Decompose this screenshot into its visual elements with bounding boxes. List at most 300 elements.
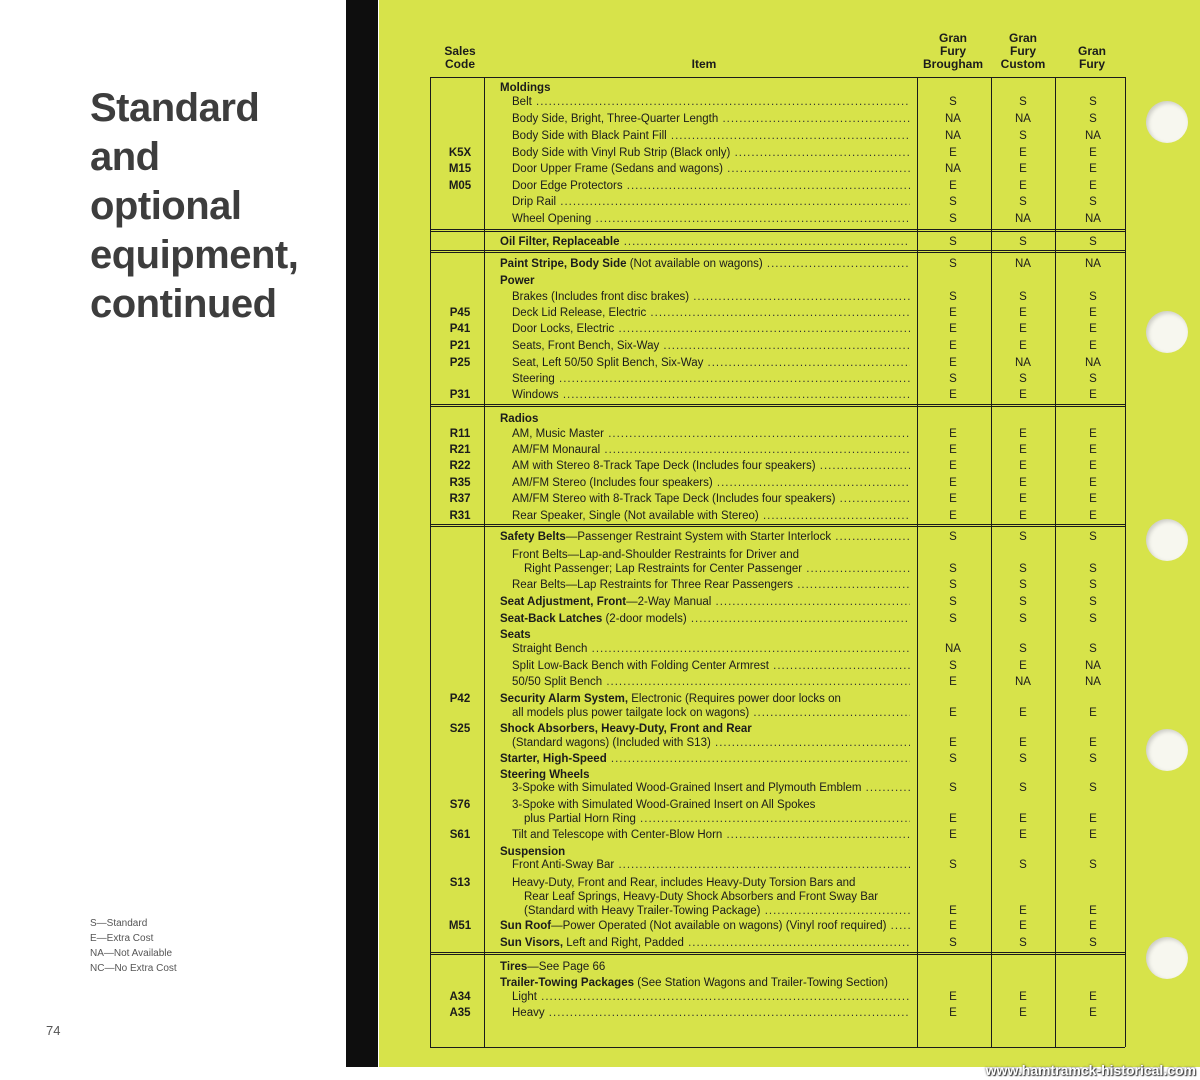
- equipment-row: [430, 594, 1115, 610]
- availability-c1: E: [949, 389, 957, 401]
- availability-c2: S: [1019, 753, 1027, 765]
- availability-c3: S: [1089, 563, 1097, 575]
- availability-c3: NA: [1085, 258, 1101, 270]
- availability-c1: E: [949, 428, 957, 440]
- header-line: Fury: [1078, 57, 1105, 71]
- availability-c1: E: [949, 510, 957, 522]
- section-rule: [430, 250, 1125, 251]
- sales-code: R37: [449, 493, 471, 505]
- item-description: [512, 735, 910, 751]
- item-description: [512, 827, 910, 843]
- item-text: (Not available on wagons): [626, 258, 763, 270]
- equipment-row: [430, 735, 1115, 751]
- equipment-row: [430, 1005, 1115, 1021]
- equipment-row: [430, 903, 1115, 919]
- availability-c2: S: [1019, 563, 1027, 575]
- item-text: Belt: [512, 96, 532, 108]
- sales-code: A34: [449, 991, 471, 1003]
- sales-code: S61: [449, 829, 471, 841]
- availability-c3: E: [1089, 307, 1097, 319]
- availability-c3: NA: [1085, 357, 1101, 369]
- availability-c3: S: [1089, 753, 1097, 765]
- item-text: 50/50 Split Bench: [512, 676, 603, 688]
- section-rule: [430, 954, 1125, 955]
- sales-code: R35: [449, 477, 471, 489]
- availability-c1: E: [949, 357, 957, 369]
- availability-c2: NA: [1015, 676, 1031, 688]
- availability-c2: S: [1019, 96, 1027, 108]
- equipment-row: [430, 658, 1115, 674]
- availability-c3: S: [1089, 937, 1097, 949]
- header-line: Fury: [1009, 44, 1036, 58]
- title-line: Standard: [90, 86, 260, 130]
- availability-c3: E: [1089, 444, 1097, 456]
- availability-c1: S: [949, 937, 957, 949]
- availability-c3: S: [1089, 291, 1097, 303]
- item-text: AM, Music Master: [512, 428, 605, 440]
- item-description: [512, 305, 910, 321]
- availability-c2: S: [1019, 613, 1027, 625]
- item-text: Seat, Left 50/50 Split Bench, Six-Way: [512, 357, 704, 369]
- availability-c2: E: [1019, 460, 1027, 472]
- left-margin: [0, 0, 345, 1080]
- availability-c2: E: [1019, 428, 1027, 440]
- item-description: [512, 387, 910, 403]
- availability-c3: E: [1089, 389, 1097, 401]
- equipment-row: [430, 321, 1115, 337]
- equipment-row: [430, 411, 1115, 427]
- item-description: [512, 442, 910, 458]
- availability-c2: E: [1019, 829, 1027, 841]
- item-description: [512, 1005, 910, 1021]
- availability-c3: E: [1089, 477, 1097, 489]
- equipment-row: [430, 827, 1115, 843]
- availability-c2: E: [1019, 920, 1027, 932]
- availability-c3: S: [1089, 96, 1097, 108]
- availability-c1: NA: [945, 643, 961, 655]
- title-line: optional: [90, 184, 242, 228]
- item-description: [512, 321, 910, 337]
- item-heading: Paint Stripe, Body Side: [500, 258, 627, 270]
- availability-c2: NA: [1015, 213, 1031, 225]
- item-text: —Power Operated (Not available on wagons) (Vinyl roof required): [551, 920, 887, 932]
- availability-c1: E: [949, 460, 957, 472]
- item-description: [500, 935, 910, 951]
- section-rule: [430, 252, 1125, 253]
- item-text: Rear Speaker, Single (Not available with Stereo): [512, 510, 759, 522]
- sales-code: P25: [449, 357, 471, 369]
- equipment-row: [430, 857, 1115, 873]
- title-line: and: [90, 135, 160, 179]
- item-text: —Passenger Restraint System with Starter Interlock: [565, 531, 832, 543]
- equipment-row: [430, 751, 1115, 767]
- header-line: Sales: [444, 44, 476, 58]
- item-text: (Standard wagons) (Included with S13): [512, 737, 711, 749]
- item-text: Body Side, Bright, Three-Quarter Length: [512, 113, 719, 125]
- equipment-row: [430, 211, 1115, 227]
- availability-c2: E: [1019, 991, 1027, 1003]
- binder-hole: [1146, 937, 1188, 979]
- equipment-row: [430, 508, 1115, 524]
- item-description: [512, 641, 910, 657]
- item-text: Drip Rail: [512, 196, 557, 208]
- item-text: Rear Leaf Springs, Heavy-Duty Shock Absorbers and Front Sway Bar: [524, 891, 879, 903]
- item-description: [500, 234, 910, 250]
- item-description: [512, 194, 910, 210]
- sales-code: M15: [448, 163, 472, 175]
- availability-c2: S: [1019, 643, 1027, 655]
- item-heading: Oil Filter, Replaceable: [500, 236, 620, 248]
- item-text: all models plus power tailgate lock on wagons): [512, 707, 750, 719]
- availability-c1: S: [949, 660, 957, 672]
- availability-c1: S: [949, 96, 957, 108]
- item-description: [512, 145, 910, 161]
- availability-c1: NA: [945, 130, 961, 142]
- item-description: [512, 211, 910, 227]
- item-description: [512, 338, 910, 354]
- availability-c3: E: [1089, 920, 1097, 932]
- sales-code: S76: [449, 799, 471, 811]
- availability-c1: E: [949, 991, 957, 1003]
- item-text: Door Locks, Electric: [512, 323, 615, 335]
- section-rule: [430, 526, 1125, 527]
- item-heading: Suspension: [500, 846, 566, 858]
- availability-c3: S: [1089, 531, 1097, 543]
- sales-code: M51: [448, 920, 472, 932]
- availability-c3: E: [1089, 737, 1097, 749]
- item-text: 3-Spoke with Simulated Wood-Grained Insert on All Spokes: [512, 799, 816, 811]
- availability-c2: E: [1019, 813, 1027, 825]
- availability-c1: S: [949, 782, 957, 794]
- equipment-row: [430, 161, 1115, 177]
- header-gran-fury-custom: [988, 32, 1058, 71]
- header-line: Fury: [939, 44, 966, 58]
- availability-c2: E: [1019, 180, 1027, 192]
- availability-c2: E: [1019, 307, 1027, 319]
- availability-c2: E: [1019, 1007, 1027, 1019]
- equipment-row: [430, 128, 1115, 144]
- equipment-row: [430, 918, 1115, 934]
- item-text: Body Side with Black Paint Fill: [512, 130, 667, 142]
- availability-c2: E: [1019, 340, 1027, 352]
- item-description: [524, 903, 910, 919]
- item-description: [500, 751, 910, 767]
- availability-c3: NA: [1085, 660, 1101, 672]
- item-text: AM/FM Stereo with 8-Track Tape Deck (Includes four speakers): [512, 493, 836, 505]
- item-description: [512, 161, 910, 177]
- item-heading: Trailer-Towing Packages: [500, 977, 635, 989]
- item-text: (Standard with Heavy Trailer-Towing Package): [524, 905, 761, 917]
- item-description: [512, 705, 910, 721]
- availability-c2: E: [1019, 660, 1027, 672]
- availability-c1: S: [949, 236, 957, 248]
- availability-c2: S: [1019, 130, 1027, 142]
- item-text: Seats, Front Bench, Six-Way: [512, 340, 660, 352]
- header-line: Custom: [1000, 57, 1046, 71]
- item-heading: Radios: [500, 413, 539, 425]
- item-description: [524, 811, 910, 827]
- sales-code: P45: [449, 307, 471, 319]
- equipment-row: [430, 611, 1115, 627]
- binder-hole: [1146, 101, 1188, 143]
- equipment-row: [430, 338, 1115, 354]
- equipment-row: [430, 371, 1115, 387]
- item-heading: Tires: [500, 961, 528, 973]
- item-heading: Moldings: [500, 82, 551, 94]
- item-description: [500, 273, 910, 289]
- equipment-row: [430, 811, 1115, 827]
- item-description: [512, 111, 910, 127]
- availability-c3: E: [1089, 180, 1097, 192]
- availability-c1: S: [949, 563, 957, 575]
- sales-code: P21: [449, 340, 471, 352]
- header-item: Item: [691, 57, 717, 71]
- table-top-rule: [430, 77, 1125, 78]
- header-gran-fury-brougham: [918, 32, 988, 71]
- item-heading: Seats: [500, 629, 531, 641]
- item-text: Split Low-Back Bench with Folding Center Armrest: [512, 660, 769, 672]
- availability-c2: E: [1019, 905, 1027, 917]
- availability-c2: E: [1019, 493, 1027, 505]
- item-description: [512, 857, 910, 873]
- website-watermark: www.hamtramck-historical.com: [985, 1062, 1196, 1078]
- item-description: [512, 577, 910, 593]
- equipment-row: [430, 705, 1115, 721]
- availability-c1: E: [949, 905, 957, 917]
- equipment-row: [430, 529, 1115, 545]
- legend-item: S—Standard: [90, 918, 148, 929]
- item-heading: Shock Absorbers, Heavy-Duty, Front and Rear: [500, 723, 752, 735]
- item-text: Straight Bench: [512, 643, 588, 655]
- sales-code: R21: [449, 444, 471, 456]
- item-text: Wheel Opening: [512, 213, 592, 225]
- item-description: [500, 611, 910, 627]
- availability-c2: S: [1019, 579, 1027, 591]
- item-text: Deck Lid Release, Electric: [512, 307, 647, 319]
- item-heading: Steering Wheels: [500, 769, 590, 781]
- item-text: AM/FM Monaural: [512, 444, 601, 456]
- availability-c2: S: [1019, 373, 1027, 385]
- availability-c3: E: [1089, 813, 1097, 825]
- availability-c1: E: [949, 307, 957, 319]
- availability-c3: E: [1089, 510, 1097, 522]
- availability-c2: E: [1019, 737, 1027, 749]
- item-description: [512, 355, 910, 371]
- item-text: Rear Belts—Lap Restraints for Three Rear Passengers: [512, 579, 794, 591]
- availability-c1: S: [949, 213, 957, 225]
- equipment-row: [430, 442, 1115, 458]
- equipment-row: [430, 305, 1115, 321]
- availability-c1: S: [949, 596, 957, 608]
- item-text: Windows: [512, 389, 559, 401]
- availability-c1: S: [949, 531, 957, 543]
- item-description: [512, 674, 910, 690]
- item-text: (See Station Wagons and Trailer-Towing Section): [634, 977, 888, 989]
- availability-c1: S: [949, 613, 957, 625]
- availability-c2: S: [1019, 291, 1027, 303]
- availability-c2: S: [1019, 531, 1027, 543]
- item-heading: Seat-Back Latches: [500, 613, 603, 625]
- equipment-row: [430, 674, 1115, 690]
- equipment-row: [430, 641, 1115, 657]
- page-title: [90, 84, 340, 329]
- item-heading: Sun Roof: [500, 920, 552, 932]
- availability-c2: E: [1019, 707, 1027, 719]
- section-rule: [430, 404, 1125, 405]
- availability-c3: E: [1089, 163, 1097, 175]
- legend-item: E—Extra Cost: [90, 933, 154, 944]
- availability-c1: E: [949, 676, 957, 688]
- availability-c1: NA: [945, 113, 961, 125]
- item-description: [512, 780, 910, 796]
- item-heading: Sun Visors,: [500, 937, 564, 949]
- item-description: [500, 529, 910, 545]
- header-gran-fury: [1058, 45, 1126, 71]
- availability-c1: E: [949, 1007, 957, 1019]
- equipment-row: [430, 145, 1115, 161]
- item-text: (2-door models): [602, 613, 687, 625]
- item-text: Tilt and Telescope with Center-Blow Horn: [512, 829, 723, 841]
- title-line: equipment,: [90, 233, 299, 277]
- availability-c3: E: [1089, 1007, 1097, 1019]
- availability-c1: S: [949, 258, 957, 270]
- binder-hole: [1146, 729, 1188, 771]
- availability-c3: NA: [1085, 676, 1101, 688]
- availability-c3: E: [1089, 428, 1097, 440]
- equipment-row: [430, 355, 1115, 371]
- equipment-row: [430, 475, 1115, 491]
- equipment-row: [430, 458, 1115, 474]
- availability-c1: S: [949, 196, 957, 208]
- availability-c3: E: [1089, 493, 1097, 505]
- availability-c2: E: [1019, 323, 1027, 335]
- equipment-row: [430, 935, 1115, 951]
- availability-c1: NA: [945, 163, 961, 175]
- availability-c3: NA: [1085, 130, 1101, 142]
- section-rule: [430, 406, 1125, 407]
- item-text: —See Page 66: [527, 961, 606, 973]
- item-text: Heavy-Duty, Front and Rear, includes Heavy-Duty Torsion Bars and: [512, 877, 856, 889]
- sales-code: S13: [449, 877, 471, 889]
- availability-c1: S: [949, 291, 957, 303]
- equipment-row: [430, 387, 1115, 403]
- item-heading: Power: [500, 275, 535, 287]
- availability-c1: E: [949, 829, 957, 841]
- legend-item: NC—No Extra Cost: [90, 963, 177, 974]
- equipment-row: [430, 780, 1115, 796]
- item-description: [500, 918, 910, 934]
- legend: [90, 916, 177, 976]
- availability-c3: S: [1089, 613, 1097, 625]
- availability-c1: S: [949, 579, 957, 591]
- equipment-row: [430, 577, 1115, 593]
- item-description: [512, 989, 910, 1005]
- item-text: —2-Way Manual: [626, 596, 712, 608]
- equipment-row: [430, 256, 1115, 272]
- sales-code: M05: [448, 180, 472, 192]
- availability-c3: S: [1089, 596, 1097, 608]
- header-line: Brougham: [923, 57, 983, 71]
- availability-c3: E: [1089, 460, 1097, 472]
- availability-c3: S: [1089, 373, 1097, 385]
- availability-c3: S: [1089, 113, 1097, 125]
- availability-c1: E: [949, 147, 957, 159]
- availability-c3: E: [1089, 905, 1097, 917]
- binder-hole: [1146, 311, 1188, 353]
- availability-c1: E: [949, 707, 957, 719]
- item-description: [500, 959, 910, 975]
- header-sales-code: [430, 45, 490, 71]
- equipment-row: [430, 989, 1115, 1005]
- availability-c2: S: [1019, 782, 1027, 794]
- equipment-row: [430, 194, 1115, 210]
- availability-c1: E: [949, 340, 957, 352]
- item-description: [512, 491, 910, 507]
- availability-c2: E: [1019, 477, 1027, 489]
- header-line: Gran: [1008, 31, 1037, 45]
- item-description: [500, 411, 910, 427]
- availability-c1: E: [949, 493, 957, 505]
- item-text: Door Upper Frame (Sedans and wagons): [512, 163, 723, 175]
- sales-code: P31: [449, 389, 471, 401]
- item-text: 3-Spoke with Simulated Wood-Grained Insert and Plymouth Emblem: [512, 782, 862, 794]
- table-bottom-rule: [430, 1047, 1125, 1048]
- item-text: Front Belts—Lap-and-Shoulder Restraints for Driver and: [512, 549, 799, 561]
- item-description: [512, 178, 910, 194]
- sales-code: P42: [449, 693, 471, 705]
- equipment-row: [430, 426, 1115, 442]
- equipment-row: [430, 94, 1115, 110]
- item-text: Light: [512, 991, 537, 1003]
- availability-c3: E: [1089, 147, 1097, 159]
- section-rule: [430, 524, 1125, 525]
- item-text: plus Partial Horn Ring: [524, 813, 636, 825]
- sales-code: R22: [449, 460, 471, 472]
- availability-c1: S: [949, 753, 957, 765]
- item-description: [512, 458, 910, 474]
- availability-c3: S: [1089, 579, 1097, 591]
- availability-c3: NA: [1085, 213, 1101, 225]
- page-number: 74: [46, 1023, 61, 1038]
- item-description: [512, 371, 910, 387]
- item-description: [512, 289, 910, 305]
- item-text: Front Anti-Sway Bar: [512, 859, 615, 871]
- equipment-row: [430, 491, 1115, 507]
- header-line: Gran: [1077, 44, 1106, 58]
- availability-c3: E: [1089, 991, 1097, 1003]
- item-description: [512, 508, 910, 524]
- equipment-row: [430, 959, 1115, 975]
- availability-c3: S: [1089, 236, 1097, 248]
- legend-item: NA—Not Available: [90, 948, 173, 959]
- section-rule: [430, 952, 1125, 953]
- item-text: Door Edge Protectors: [512, 180, 623, 192]
- availability-c1: E: [949, 323, 957, 335]
- availability-c2: E: [1019, 510, 1027, 522]
- header-line: Gran: [938, 31, 967, 45]
- availability-c1: E: [949, 813, 957, 825]
- availability-c1: E: [949, 737, 957, 749]
- item-heading: Seat Adjustment, Front: [500, 596, 627, 608]
- item-description: [500, 594, 910, 610]
- title-line: continued: [90, 282, 277, 326]
- item-text: Body Side with Vinyl Rub Strip (Black only): [512, 147, 731, 159]
- item-description: [512, 128, 910, 144]
- equipment-row: [430, 178, 1115, 194]
- item-text: AM/FM Stereo (Includes four speakers): [512, 477, 713, 489]
- availability-c2: E: [1019, 147, 1027, 159]
- item-heading: Security Alarm System,: [500, 693, 629, 705]
